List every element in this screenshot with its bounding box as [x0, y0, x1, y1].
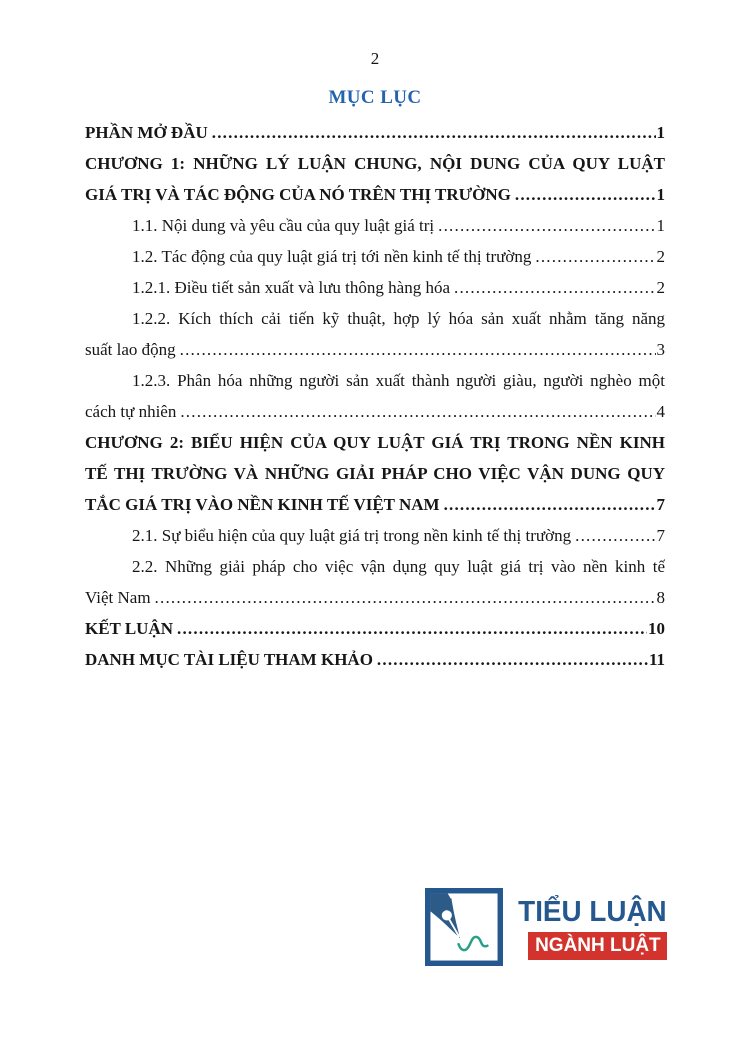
toc-entry[interactable]: [85, 272, 665, 303]
dot-leader: [535, 241, 655, 272]
dot-leader: [444, 489, 656, 520]
toc-entry[interactable]: [85, 334, 665, 365]
dot-leader: [180, 334, 656, 365]
toc-page-ref: 10: [648, 619, 665, 638]
toc-entry-text: suất lao động: [85, 340, 176, 359]
toc-entry-line[interactable]: 1.2.3. Phân hóa những người sản xuất thành người giàu, người nghèo một: [132, 371, 665, 390]
toc-entry-text: DANH MỤC TÀI LIỆU THAM KHẢO: [85, 650, 373, 669]
toc-entry-line[interactable]: 2.2. Những giải pháp cho việc vận dụng quy luật giá trị vào nền kinh tế: [132, 557, 665, 576]
toc-page-ref: 8: [656, 588, 665, 607]
dot-leader: [377, 644, 648, 675]
toc-page-ref: 7: [656, 526, 665, 545]
toc-entry-text: GIÁ TRỊ VÀ TÁC ĐỘNG CỦA NÓ TRÊN THỊ TRƯỜNG: [85, 185, 511, 204]
toc-entry-text: 2.1. Sự biểu hiện của quy luật giá trị trong nền kinh tế thị trường: [132, 526, 572, 545]
toc-entry-text: KẾT LUẬN: [85, 619, 174, 638]
toc-page-ref: 4: [656, 402, 665, 421]
toc-page-ref: 1: [656, 185, 665, 204]
page-title: MỤC LỤC: [328, 87, 422, 108]
toc-entry-text: TẮC GIÁ TRỊ VÀO NỀN KINH TẾ VIỆT NAM: [85, 495, 440, 514]
toc-page-ref: 3: [656, 340, 665, 359]
toc-entry-text: 1.1. Nội dung và yêu cầu của quy luật giá trị: [132, 216, 435, 235]
pen-nib-icon: [425, 888, 503, 966]
toc-page-ref: 7: [656, 495, 665, 514]
toc-entry[interactable]: [85, 613, 665, 644]
logo-title: TIỂU LUẬN: [518, 896, 667, 928]
toc-entry[interactable]: [85, 489, 665, 520]
logo-badge: NGÀNH LUẬT: [528, 932, 667, 960]
toc-entry[interactable]: [85, 644, 665, 675]
toc-entry-line[interactable]: CHƯƠNG 2: BIỂU HIỆN CỦA QUY LUẬT GIÁ TRỊ TRONG NỀN KINH: [85, 433, 665, 452]
toc-entry[interactable]: [85, 117, 665, 148]
toc-entry-line[interactable]: CHƯƠNG 1: NHỮNG LÝ LUẬN CHUNG, NỘI DUNG CỦA QUY LUẬT: [85, 154, 665, 173]
toc-entry[interactable]: [85, 396, 665, 427]
dot-leader: [212, 117, 656, 148]
toc-entry[interactable]: [85, 582, 665, 613]
dot-leader: [575, 520, 655, 551]
toc-entry[interactable]: [85, 520, 665, 551]
dot-leader: [180, 396, 655, 427]
logo-text: [512, 888, 667, 960]
toc-page-ref: 1: [656, 123, 665, 142]
toc-page-ref: 1: [656, 216, 665, 235]
toc-entry[interactable]: [85, 179, 665, 210]
toc-entry-line[interactable]: TẾ THỊ TRƯỜNG VÀ NHỮNG GIẢI PHÁP CHO VIỆC VẬN DUNG QUY: [85, 464, 665, 483]
toc-entry-text: Việt Nam: [85, 588, 151, 607]
dot-leader: [454, 272, 656, 303]
dot-leader: [515, 179, 656, 210]
table-of-contents: [85, 117, 665, 675]
dot-leader: [177, 613, 647, 644]
toc-page-ref: 2: [656, 278, 665, 297]
toc-entry-text: 1.2. Tác động của quy luật giá trị tới nền kinh tế thị trường: [132, 247, 532, 266]
publisher-logo: [425, 888, 667, 966]
toc-entry-text: 1.2.1. Điều tiết sản xuất và lưu thông hàng hóa: [132, 278, 450, 297]
toc-entry-text: cách tự nhiên: [85, 402, 177, 421]
toc-page-ref: 2: [656, 247, 665, 266]
page-number: 2: [370, 49, 380, 68]
toc-entry[interactable]: [85, 241, 665, 272]
toc-page-ref: 11: [648, 650, 665, 669]
toc-entry[interactable]: [85, 210, 665, 241]
toc-entry-text: PHẦN MỞ ĐẦU: [85, 123, 208, 142]
dot-leader: [155, 582, 656, 613]
dot-leader: [438, 210, 655, 241]
toc-entry-line[interactable]: 1.2.2. Kích thích cải tiến kỹ thuật, hợp lý hóa sản xuất nhằm tăng năng: [132, 309, 665, 328]
